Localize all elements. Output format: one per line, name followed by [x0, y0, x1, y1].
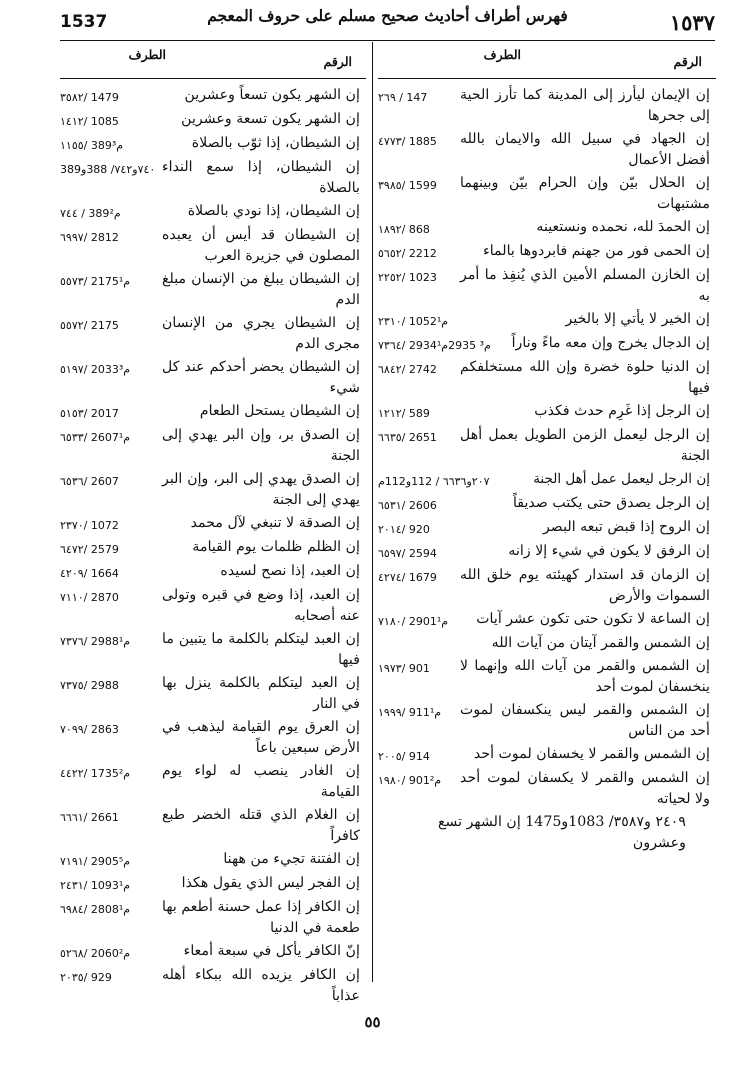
index-entry — [378, 633, 716, 654]
index-entry — [378, 217, 716, 239]
index-entry — [60, 805, 366, 847]
index-entry — [378, 541, 716, 563]
page-number-latin: 1537 — [60, 12, 108, 32]
index-entry — [60, 717, 366, 759]
entry-text: إن الفجر ليس الذي يقول هكذا — [181, 875, 360, 891]
entry-text: إن الشيطان، إذا سمع النداء بالصلاة — [162, 159, 360, 196]
entry-number: ٧٣٦٤/ 2934م³ 2935م¹ — [378, 339, 491, 352]
entry-text: إن الروح إذا قبض تبعه البصر — [542, 519, 710, 535]
entry-number: ٥٥٧٣/ 2175م¹ — [60, 275, 131, 288]
entry-text: إن الرجل ليعمل عمل أهل الجنة — [533, 471, 710, 487]
entry-number: ٧٤٠و٧٤٢/ 388و389 — [60, 163, 156, 176]
entry-text: إن الكافر إذا عمل حسنة أطعم بها طعمة في الدنيا — [162, 899, 360, 936]
index-entry — [378, 744, 716, 766]
entry-number: ٤٤٢٢/ 1735م² — [60, 767, 131, 780]
entry-text: ٢٤٠٩ و٣٥٨٧/ 1083و1475 إن الشهر تسع وعشرون — [437, 814, 686, 851]
entry-number: ٦٩٩٧/ 2812 — [60, 231, 119, 244]
entry-number: ٧٣٧٦/ 2988م¹ — [60, 635, 131, 648]
entry-text: إن العبد، إذا نصح لسيده — [220, 563, 360, 579]
entry-number: ١٨٩٢/ 868 — [378, 223, 430, 236]
index-entry — [60, 85, 366, 107]
entry-text: إن الشيطان يجري من الإنسان مجرى الدم — [162, 315, 360, 352]
index-entry — [378, 129, 716, 171]
entry-text: إن الزمان قد استدار كهيئته يوم خلق الله السموات والأرض — [460, 567, 710, 604]
entry-number: ٧١١٠/ 2870 — [60, 591, 119, 604]
left-column-header — [60, 42, 366, 79]
entry-text: إن العبد ليتكلم بالكلمة ما يتبين ما فيها — [162, 631, 360, 668]
entry-number: ٦٥٩٧/ 2594 — [378, 547, 437, 560]
entry-text: إن العرق يوم القيامة ليذهب في الأرض سبعين باعاً — [162, 719, 360, 756]
entry-text: إن الغادر ينصب له لواء يوم القيامة — [162, 763, 360, 800]
entry-text: إنّ الكافر يأكل في سبعة أمعاء — [183, 943, 360, 959]
entry-text: إن العبد، إذا وضع في قبره وتولى عنه أصحابه — [162, 587, 360, 624]
entry-number: ٢٣٧٠/ 1072 — [60, 519, 119, 532]
entry-number: ٢٦٩ / 147 — [378, 91, 428, 104]
entry-number: ٧٣٧٥/ 2988 — [60, 679, 119, 692]
entry-text: إن الشمس والقمر لا يكسفان لموت أحد ولا لحياته — [460, 770, 710, 807]
entry-text: إن الفتنة تجيء من ههنا — [223, 851, 360, 867]
index-entry — [378, 265, 716, 307]
index-entry — [378, 609, 716, 631]
entry-text: إن الشيطان، إذا نودي بالصلاة — [187, 203, 360, 219]
index-entry — [60, 585, 366, 627]
entry-number: ٧٠٩٩/ 2863 — [60, 723, 119, 736]
entry-text: إن الدجال يخرج وإن معه ماءً وناراً — [511, 335, 710, 351]
index-entry — [60, 357, 366, 399]
text-heading: الطرف — [128, 47, 166, 62]
left-column — [60, 42, 366, 1004]
entry-text: إن الرجل ليعمل الزمن الطويل بعمل أهل الجنة — [460, 427, 710, 464]
index-entry — [378, 493, 716, 515]
index-entry — [378, 241, 716, 263]
entry-text: إن الرفق لا يكون في شيء إلا زانه — [508, 543, 710, 559]
number-heading: الرقم — [323, 54, 352, 69]
entry-number: ٢٤٣١/ 1093م¹ — [60, 879, 131, 892]
index-entry — [378, 812, 716, 854]
entry-text: إن العبد ليتكلم بالكلمة ينزل بها في النار — [162, 675, 360, 712]
entry-text: إن الإيمان ليأرز إلى المدينة كما تأرز الحية إلى جحرها — [460, 87, 710, 124]
entry-text: إن الخير لا يأتي إلا بالخير — [565, 311, 710, 327]
entry-number: ١٩٧٣/ 901 — [378, 662, 430, 675]
entry-number: ٤٢٧٤/ 1679 — [378, 571, 437, 584]
entry-number: ٢٠١٤/ 920 — [378, 523, 430, 536]
index-entry — [60, 761, 366, 803]
entry-text: إن الصدقة لا تنبغي لآل محمد — [190, 515, 360, 531]
entry-number: ٧١٨٠/ 2901م¹ — [378, 615, 449, 628]
entry-number: ٤٢٠٩/ 1664 — [60, 567, 119, 580]
entry-number: ٧١٩١/ 2905م⁵ — [60, 855, 131, 868]
entry-text: إن الشمس والقمر آيتان من آيات الله — [491, 635, 710, 651]
index-entry — [60, 469, 366, 511]
entry-text: إن الشيطان، إذا ثوّب بالصلاة — [191, 135, 360, 151]
header-rule — [60, 40, 715, 41]
entry-number: ٢٢٥٢/ 1023 — [378, 271, 437, 284]
entry-number: ١٩٩٩/ 911م¹ — [378, 706, 442, 719]
index-entry — [378, 173, 716, 215]
index-entry — [60, 561, 366, 583]
index-entry — [378, 425, 716, 467]
entry-number: ٦٥٣٣/ 2607م¹ — [60, 431, 131, 444]
index-entry — [378, 85, 716, 127]
entry-number: ٣٩٨٥/ 1599 — [378, 179, 437, 192]
right-column — [378, 42, 716, 982]
index-entry — [60, 225, 366, 267]
index-entry — [378, 700, 716, 742]
entry-text: إن الصدق بر، وإن البر يهدي إلى الجنة — [162, 427, 360, 464]
entry-number: ٢٣١٠/ 1052م¹ — [378, 315, 449, 328]
entry-number: ٥١٥٣/ 2017 — [60, 407, 119, 420]
index-entry — [378, 565, 716, 607]
index-entry — [378, 333, 716, 355]
index-entry — [378, 517, 716, 539]
entry-text: إن الشهر يكون تسعة وعشرين — [181, 111, 360, 127]
index-entry — [60, 513, 366, 535]
right-column-header — [378, 42, 716, 79]
entry-text: إن الحلال بيّن وإن الحرام بيّن وبينهما مشتبهات — [460, 175, 710, 212]
entry-number: ٦٩٨٤/ 2808م¹ — [60, 903, 131, 916]
entry-number: ٦٥٣٦/ 2607 — [60, 475, 119, 488]
left-entry-list — [60, 79, 366, 1007]
index-entry — [60, 629, 366, 671]
column-divider — [372, 42, 373, 982]
index-entry — [60, 873, 366, 895]
index-entry — [60, 201, 366, 223]
entry-number: ٦٨٤٢/ 2742 — [378, 363, 437, 376]
index-entry — [60, 897, 366, 939]
index-entry — [378, 401, 716, 423]
index-entry — [378, 768, 716, 810]
entry-text: إن الشهر يكون تسعاً وعشرين — [184, 87, 360, 103]
index-entry — [60, 849, 366, 871]
entry-number — [378, 633, 456, 637]
index-entry — [60, 157, 366, 199]
page-number-arabic: ١٥٣٧ — [669, 10, 715, 35]
entry-number: ١٢١٢/ 589 — [378, 407, 430, 420]
entry-number: ٤٧٧٣/ 1885 — [378, 135, 437, 148]
entry-number: ٧٤٤ / 389م² — [60, 207, 121, 220]
page-header — [60, 4, 715, 38]
entry-text: إن الشيطان قد أيس أن يعبده المصلون في جزيرة العرب — [162, 227, 360, 264]
entry-number: ٢٠٧و٦٦٣٦ / 112و112م — [378, 475, 490, 488]
text-heading: الطرف — [483, 47, 521, 62]
index-entry — [60, 673, 366, 715]
index-entry — [60, 941, 366, 963]
index-entry — [60, 965, 366, 1007]
entry-text: إن الشمس والقمر لا يخسفان لموت أحد — [473, 746, 710, 762]
index-entry — [60, 537, 366, 559]
entry-number: ١٤١٢/ 1085 — [60, 115, 119, 128]
entry-text: إن الجهاد في سبيل الله والايمان بالله أفضل الأعمال — [460, 131, 710, 168]
right-entry-list — [378, 79, 716, 854]
entry-number: ٥٢٦٨/ 2060م² — [60, 947, 131, 960]
index-entry — [60, 313, 366, 355]
index-entry — [60, 133, 366, 155]
index-entry — [378, 469, 716, 491]
index-entry — [378, 309, 716, 331]
entry-text: إن الدنيا حلوة خضرة وإن الله مستخلفكم فيها — [460, 359, 710, 396]
entry-text: إن الحمدَ لله، نحمده ونستعينه — [536, 219, 710, 235]
entry-text: إن الخازن المسلم الأمين الذي يُنفِذ ما أمر به — [460, 267, 710, 304]
entry-number: ٢٠٠٥/ 914 — [378, 750, 430, 763]
entry-text: إن الرجل إذا غَرِم حدث فكذب — [534, 403, 710, 419]
entry-number: ٥٥٧٢/ 2175 — [60, 319, 119, 332]
entry-number: ٦٤٧٢/ 2579 — [60, 543, 119, 556]
entry-number: ٦٦٦١/ 2661 — [60, 811, 119, 824]
entry-text: إن الغلام الذي قتله الخضر طبع كافراً — [162, 807, 360, 844]
entry-text: إن الحمى فور من جهنم فابردوها بالماء — [483, 243, 710, 259]
entry-text: إن الشيطان يبلغ من الإنسان مبلغ الدم — [162, 271, 360, 308]
entry-text: إن الصدق يهدي إلى البر، وإن البر يهدي إلى الجنة — [162, 471, 360, 508]
entry-number: ١٩٨٠/ 901م² — [378, 774, 442, 787]
index-entry — [60, 109, 366, 131]
entry-text: إن الكافر يزيده الله ببكاء أهله عذاباً — [162, 967, 360, 1004]
entry-text: إن الظلم ظلمات يوم القيامة — [192, 539, 360, 555]
running-title: فهرس أطراف أحاديث صحيح مسلم على حروف المعجم — [207, 6, 568, 25]
entry-text: إن الشيطان يستحل الطعام — [199, 403, 360, 419]
entry-text: إن الشمس والقمر من آيات الله وإنهما لا ينخسفان لموت أحد — [460, 658, 710, 695]
entry-text: إن الشمس والقمر ليس ينكسفان لموت أحد من الناس — [460, 702, 710, 739]
index-entry — [60, 269, 366, 311]
index-entry — [378, 357, 716, 399]
entry-number: ٥٦٥٢/ 2212 — [378, 247, 437, 260]
index-entry — [60, 425, 366, 467]
entry-text: إن الشيطان يحضر أحدكم عند كل شيء — [162, 359, 360, 396]
entry-text: إن الساعة لا تكون حتى تكون عشر آيات — [476, 611, 710, 627]
entry-number: ١١٥٥/ 389م³ — [60, 139, 124, 152]
entry-text: إن الرجل يصدق حتى يكتب صديقاً — [512, 495, 710, 511]
index-entry — [60, 401, 366, 423]
entry-number: ٦٥٣١/ 2606 — [378, 499, 437, 512]
page-footer-number: ٥٥ — [364, 1013, 381, 1031]
entry-number: ٣٥٨٢/ 1479 — [60, 91, 119, 104]
entry-number: ٥١٩٧/ 2033م³ — [60, 363, 131, 376]
entry-number: ٦٦٣٥/ 2651 — [378, 431, 437, 444]
index-entry — [378, 656, 716, 698]
number-heading: الرقم — [673, 54, 702, 69]
entry-number: ٢٠٣٥/ 929 — [60, 971, 112, 984]
